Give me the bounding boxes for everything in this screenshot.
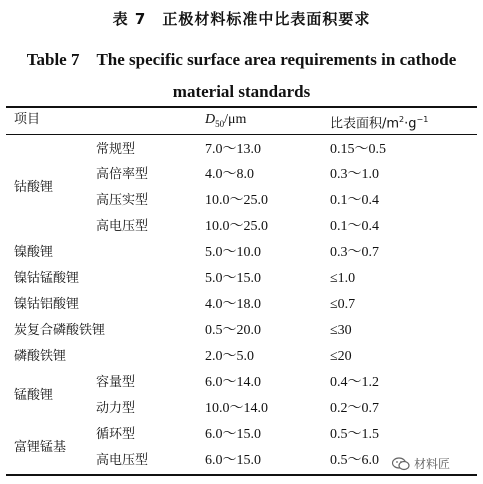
table-row-7-d50: 4.0～18.0	[205, 297, 261, 312]
table-row-8-group: 炭复合磷酸铁锂	[14, 323, 106, 338]
table-row-5-ssa: 0.3～0.7	[330, 245, 379, 260]
table-row-6-group: 镍钴锰酸锂	[14, 271, 80, 286]
table-row-3-ssa: 0.1～0.4	[330, 193, 379, 208]
table-row-4-sub: 高电压型	[96, 219, 149, 234]
table-title-cn: 表 7 正极材料标准中比表面积要求	[112, 10, 371, 28]
table-row-12-d50: 6.0～15.0	[205, 427, 261, 442]
table-row-9-ssa: ≤20	[330, 349, 352, 364]
table-row-1-d50: 7.0～13.0	[205, 142, 261, 157]
table-row-11-d50: 10.0～14.0	[205, 401, 268, 416]
table-title-en	[0, 44, 483, 108]
table-row-9-d50: 2.0～5.0	[205, 349, 254, 364]
header-d50: $D_{50}/\mu m$	[205, 112, 247, 129]
table-row-5-d50: 5.0～10.0	[205, 245, 261, 260]
table-row-2-ssa: 0.3～1.0	[330, 167, 379, 182]
table-row-10-d50: 6.0～14.0	[205, 375, 261, 390]
table-row-11-ssa: 0.2～0.7	[330, 401, 379, 416]
table-row-6-ssa: ≤1.0	[330, 271, 356, 286]
table-row-13-sub: 高电压型	[96, 453, 149, 468]
table-row-6-d50: 5.0～15.0	[205, 271, 261, 286]
table-bottom-rule	[6, 474, 477, 476]
table-row-13-ssa: 0.5～6.0	[330, 453, 379, 468]
table-group-limn2o4: 锰酸锂	[14, 388, 54, 403]
table-top-rule	[6, 106, 477, 108]
table-row-10-ssa: 0.4～1.2	[330, 375, 379, 390]
table-row-8-d50: 0.5～20.0	[205, 323, 261, 338]
watermark-text: 材料匠	[414, 457, 451, 471]
table-row-7-group: 镍钴铝酸锂	[14, 297, 80, 312]
table-group-li-rich: 富锂锰基	[14, 440, 67, 455]
table-row-3-sub: 高压实型	[96, 193, 149, 208]
table-row-11-sub: 动力型	[96, 401, 136, 416]
table-row-2-sub: 高倍率型	[96, 167, 149, 182]
table-row-13-d50: 6.0～15.0	[205, 453, 261, 468]
table-title-en-line2: material standards	[172, 82, 311, 101]
wechat-icon	[392, 457, 410, 471]
table-title-en-line1: Table 7 The specific surface area requirements in cathode	[26, 50, 457, 69]
table-row-2-d50: 4.0～8.0	[205, 167, 254, 182]
table-row-12-ssa: 0.5～1.5	[330, 427, 379, 442]
header-ssa: 比表面积$/m^2\cdot g^{-1}$	[330, 115, 429, 132]
table-row-4-ssa: 0.1～0.4	[330, 219, 379, 234]
table-row-10-sub: 容量型	[96, 375, 136, 390]
table-row-4-d50: 10.0～25.0	[205, 219, 268, 234]
table-row-8-ssa: ≤30	[330, 323, 352, 338]
watermark	[392, 455, 450, 472]
table-row-5-group: 镍酸锂	[14, 245, 54, 260]
table-row-3-d50: 10.0～25.0	[205, 193, 268, 208]
table-row-7-ssa: ≤0.7	[330, 297, 356, 312]
table-row-1-ssa: 0.15～0.5	[330, 142, 386, 157]
table-header-rule	[6, 134, 477, 135]
table-row-1-sub: 常规型	[96, 142, 136, 157]
table-row-9-group: 磷酸铁锂	[14, 349, 67, 364]
table-group-licoo2: 钴酸锂	[14, 180, 54, 195]
header-item: 项目	[14, 112, 41, 127]
table-row-12-sub: 循环型	[96, 427, 136, 442]
